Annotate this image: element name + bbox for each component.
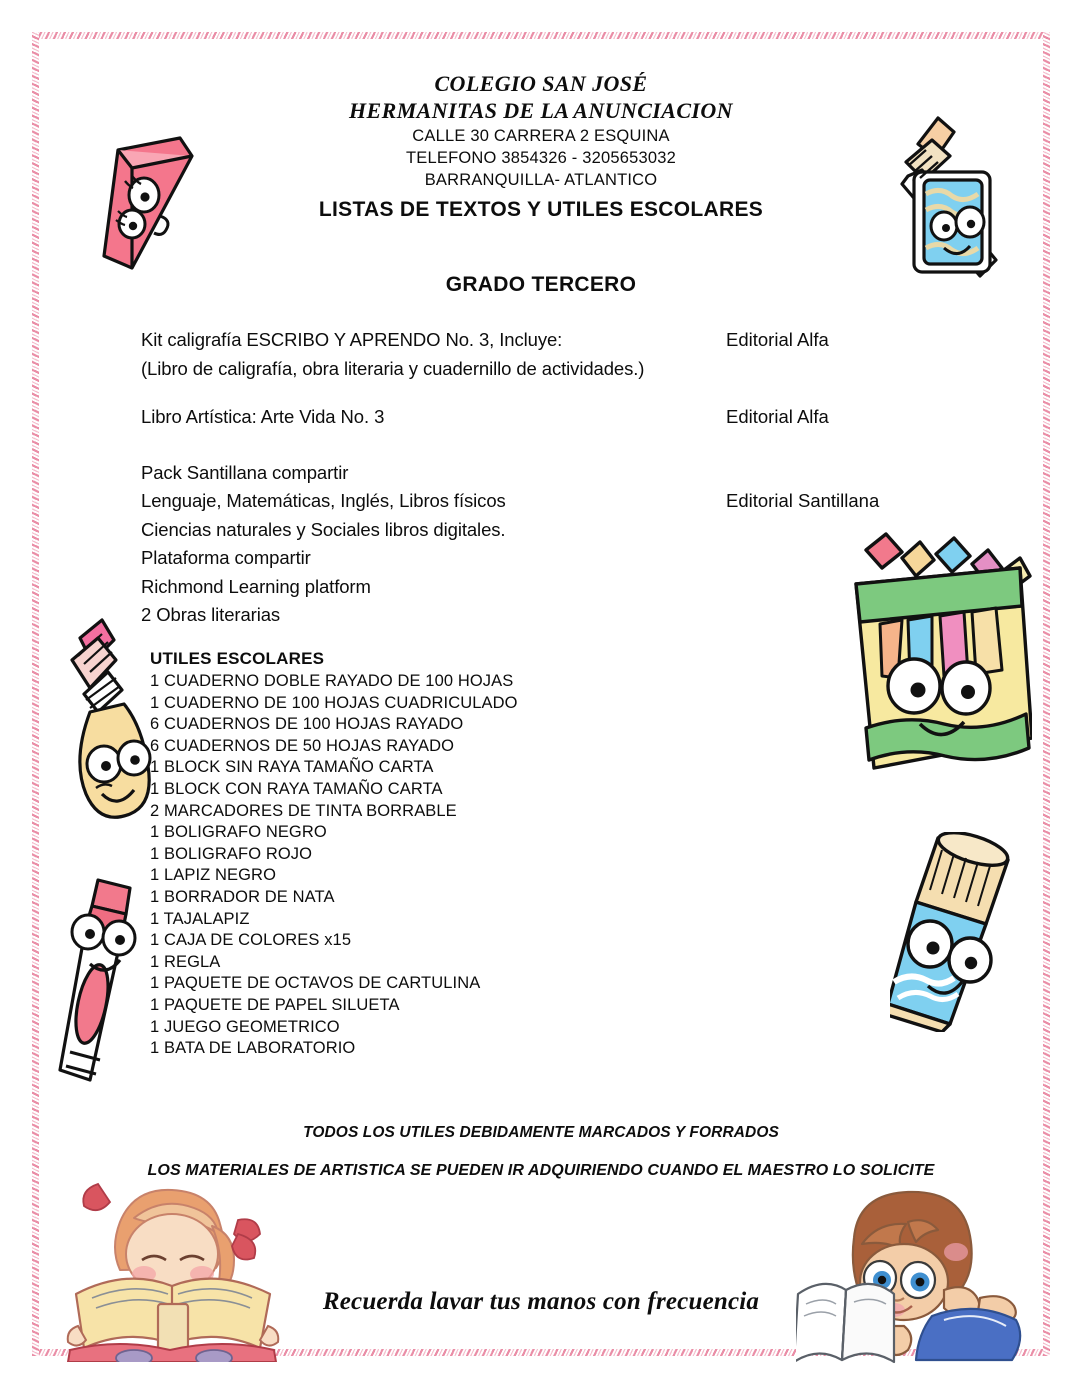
pink-crayon-character-icon xyxy=(56,872,162,1092)
supply-item: 1 LAPIZ NEGRO xyxy=(150,866,277,885)
supply-item: 1 CAJA DE COLORES x15 xyxy=(150,931,352,950)
supply-item: 1 BOLIGRAFO NEGRO xyxy=(150,823,327,842)
textbook-line: Lenguaje, Matemáticas, Inglés, Libros físicos xyxy=(141,490,506,511)
glue-bottle-character-icon xyxy=(884,110,1002,288)
publisher-label: Editorial Alfa xyxy=(726,329,829,350)
grade-title: GRADO TERCERO xyxy=(445,273,637,296)
supply-item: 1 TAJALAPIZ xyxy=(150,909,250,928)
textbook-line: Richmond Learning platform xyxy=(141,575,371,597)
school-address: CALLE 30 CARRERA 2 ESQUINA xyxy=(412,127,670,145)
page-title: LISTAS DE TEXTOS Y UTILES ESCOLARES xyxy=(318,198,764,221)
supply-item: 6 CUADERNOS DE 50 HOJAS RAYADO xyxy=(150,736,455,755)
notice-materials-marked: TODOS LOS UTILES DEBIDAMENTE MARCADOS Y FORRADOS xyxy=(303,1124,779,1141)
glue-stick-character-icon xyxy=(890,832,1026,1032)
notice-art-materials: LOS MATERIALES DE ARTISTICA SE PUEDEN IR ADQUIRIENDO CUANDO EL MAESTRO LO SOLICITE xyxy=(147,1162,935,1179)
pink-eraser-character-icon xyxy=(88,128,204,278)
supply-item: 1 CUADERNO DOBLE RAYADO DE 100 HOJAS xyxy=(150,672,514,690)
publisher-label: Editorial Alfa xyxy=(726,406,829,427)
school-order-name: HERMANITAS DE LA ANUNCIACION xyxy=(349,98,733,123)
school-city: BARRANQUILLA- ATLANTICO xyxy=(424,171,658,189)
textbook-line: Pack Santillana compartir xyxy=(141,461,349,483)
textbook-line: 2 Obras literarias xyxy=(141,604,281,625)
textbook-group xyxy=(141,326,931,383)
school-supplies-section xyxy=(150,648,518,1060)
textbook-line: Libro Artística: Arte Vida No. 3 xyxy=(141,406,385,427)
publisher-label: Editorial Santillana xyxy=(726,490,880,511)
textbook-group xyxy=(141,459,931,630)
supply-item: 1 BLOCK SIN RAYA TAMAÑO CARTA xyxy=(150,758,434,777)
supply-item: 1 JUEGO GEOMETRICO xyxy=(150,1017,340,1036)
supply-item: 1 BATA DE LABORATORIO xyxy=(150,1039,356,1058)
textbook-line: Kit caligrafía ESCRIBO Y APRENDO No. 3, Incluye: xyxy=(141,329,563,350)
supply-item: 1 PAQUETE DE OCTAVOS DE CARTULINA xyxy=(150,974,481,993)
supply-item: 1 BORRADOR DE NATA xyxy=(150,887,335,906)
supply-item: 1 CUADERNO DE 100 HOJAS CUADRICULADO xyxy=(150,693,518,712)
border-edge-top xyxy=(32,32,1050,39)
textbook-list xyxy=(141,326,931,650)
border-edge-left xyxy=(32,32,39,1356)
paintbrush-character-icon xyxy=(58,612,162,834)
school-name: COLEGIO SAN JOSÉ xyxy=(434,71,648,96)
supply-item: 1 BOLIGRAFO ROJO xyxy=(150,844,313,863)
supplies-heading: UTILES ESCOLARES xyxy=(150,649,325,668)
textbook-line: Ciencias naturales y Sociales libros digitales. xyxy=(141,518,506,540)
reading-girl-icon xyxy=(62,1182,288,1362)
crayon-box-character-icon xyxy=(836,528,1032,784)
closing-hygiene-message: Recuerda lavar tus manos con frecuencia xyxy=(322,1288,760,1315)
supply-item: 1 PAQUETE DE PAPEL SILUETA xyxy=(150,995,400,1014)
textbook-line: (Libro de caligrafía, obra literaria y cuadernillo de actividades.) xyxy=(141,357,645,379)
supply-item: 6 CUADERNOS DE 100 HOJAS RAYADO xyxy=(150,715,464,734)
reading-boy-icon xyxy=(796,1186,1028,1364)
supply-item: 1 REGLA xyxy=(150,952,221,971)
school-phone: TELEFONO 3854326 - 3205653032 xyxy=(406,149,676,167)
supply-item: 2 MARCADORES DE TINTA BORRABLE xyxy=(150,801,457,820)
supply-item: 1 BLOCK CON RAYA TAMAÑO CARTA xyxy=(150,779,443,798)
textbook-group xyxy=(141,403,931,432)
border-edge-right xyxy=(1043,32,1050,1356)
textbook-line: Plataforma compartir xyxy=(141,547,311,568)
